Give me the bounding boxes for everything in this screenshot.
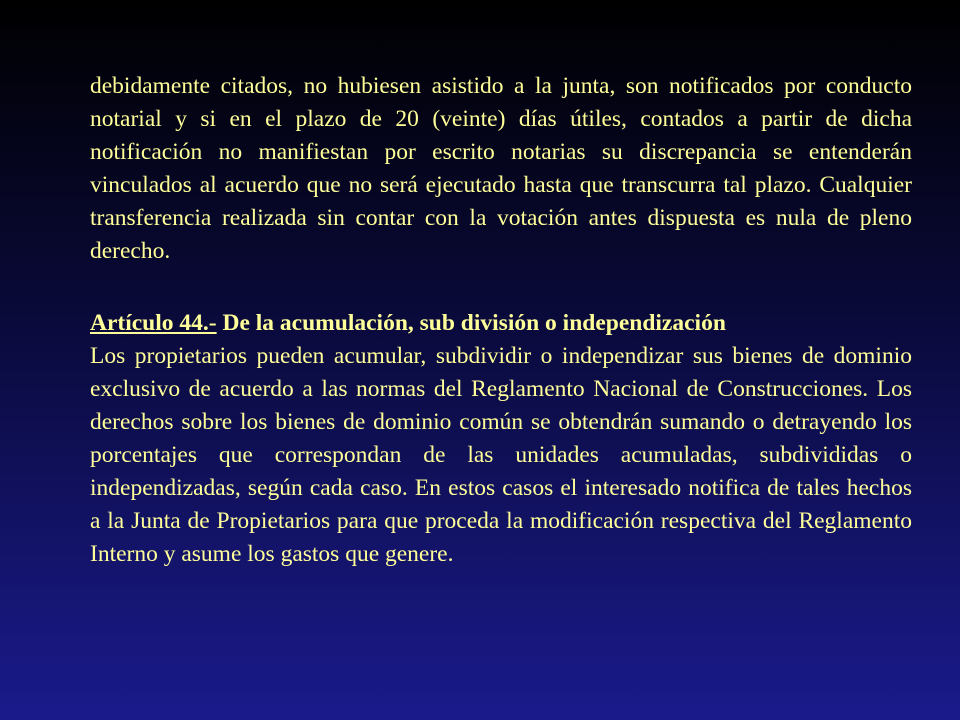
article-body: Los propietarios pueden acumular, subdividir o independizar sus bienes de dominio exclusivo de acuerdo a las normas del Reglamento Nacional de Construcciones. Los derechos sobre los bienes de dominio común se obtendrán sumando o detrayendo los porcentajes que correspondan de las unidades acumuladas, subdivididas o independizadas, según cada caso. En estos casos el interesado notifica de tales hechos a la Junta de Propietarios para que proceda la modificación respectiva del Reglamento Interno y asume los gastos que genere.	[90, 343, 912, 567]
article-heading	[90, 307, 912, 340]
intro-paragraph: debidamente citados, no hubiesen asistido a la junta, son notificados por conducto notarial y si en el plazo de 20 (veinte) días útiles, contados a partir de dicha notificación no manifiestan por escrito notarias su discrepancia se entenderán vinculados al acuerdo que no será ejecutado hasta que transcurra tal plazo. Cualquier transferencia realizada sin contar con la votación antes dispuesta es nula de pleno derecho.	[90, 73, 912, 264]
article-title: De la acumulación, sub división o independización	[216, 310, 726, 336]
article-number: Artículo 44.-	[90, 310, 217, 336]
